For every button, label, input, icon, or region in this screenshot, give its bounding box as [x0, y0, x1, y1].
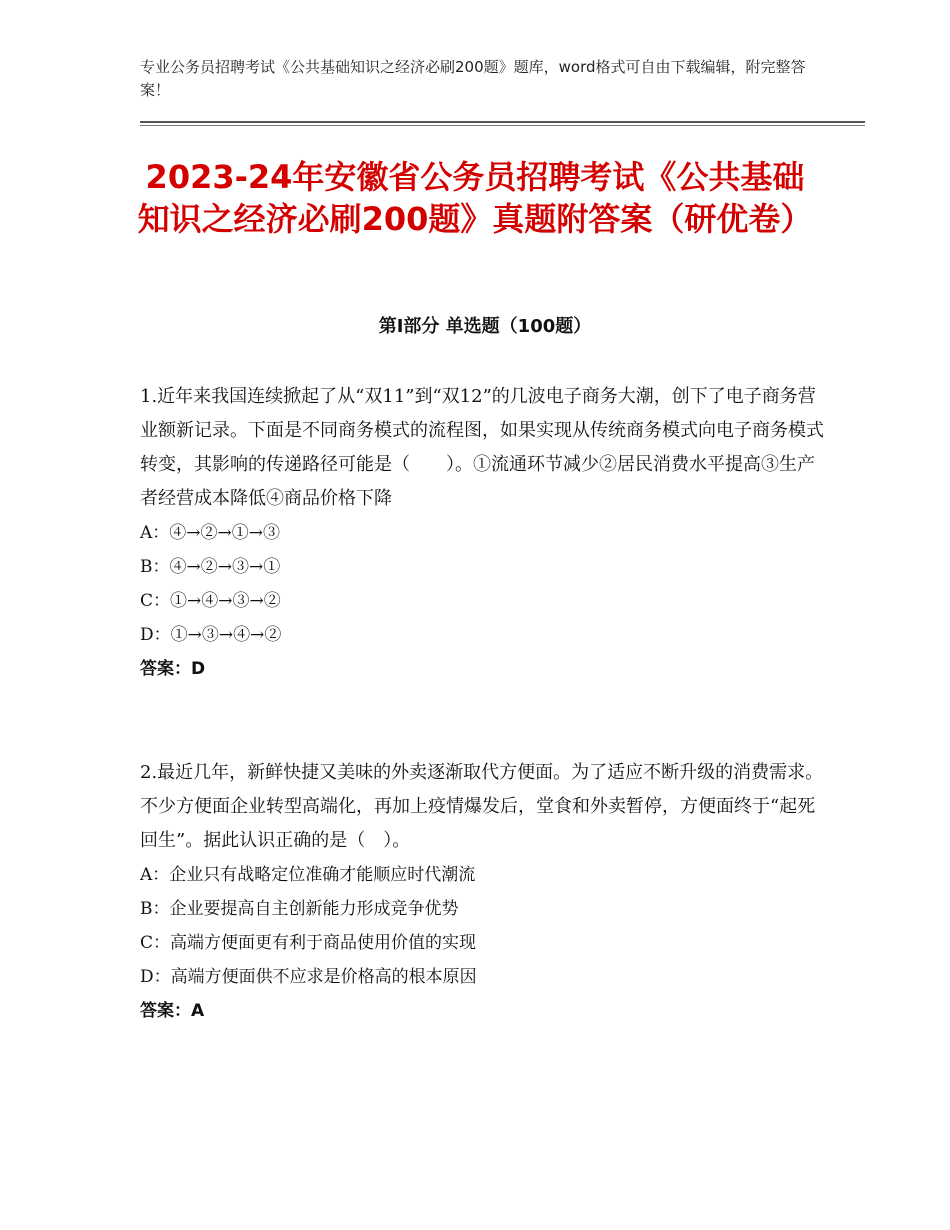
document-title: 2023-24年安徽省公务员招聘考试《公共基础知识之经济必刷200题》真题附答案（研优卷） — [137, 158, 813, 238]
option-d: D：高端方便面供不应求是价格高的根本原因 — [140, 967, 477, 987]
option-b: B：④→②→③→① — [140, 557, 281, 577]
option-a: A：企业只有战略定位准确才能顺应时代潮流 — [140, 865, 476, 885]
answer: 答案：D — [140, 659, 206, 679]
option-a: A：④→②→①→③ — [140, 523, 281, 543]
header-divider-thin — [140, 125, 865, 126]
header-divider-thick — [140, 121, 865, 123]
question-stem: 2.最近几年，新鲜快捷又美味的外卖逐渐取代方便面。为了适应不断升级的消费需求。不少方便面企业转型高端化，再加上疫情爆发后，堂食和外卖暂停，方便面终于“起死回生”。据此认识正确的是（ ）。 — [140, 762, 824, 851]
answer: 答案：A — [140, 1001, 205, 1021]
section-title: 第Ⅰ部分 单选题（100题） — [378, 316, 592, 337]
question-1 — [140, 380, 830, 686]
question-2 — [140, 756, 830, 1028]
header-note: 专业公务员招聘考试《公共基础知识之经济必刷200题》题库，word格式可自由下载编辑，附完整答案！ — [140, 58, 806, 99]
question-stem: 1.近年来我国连续掀起了从“双11”到“双12”的几波电子商务大潮，创下了电子商务营业额新记录。下面是不同商务模式的流程图，如果实现从传统商务模式向电子商务模式转变，其影响的传递路径可能是（ ）。①流通环节减少②居民消费水平提高③生产者经营成本降低④商品价格下降 — [140, 386, 824, 509]
option-c: C：高端方便面更有利于商品使用价值的实现 — [140, 933, 477, 953]
option-d: D：①→③→④→② — [140, 625, 282, 645]
option-b: B：企业要提高自主创新能力形成竞争优势 — [140, 899, 459, 919]
option-c: C：①→④→③→② — [140, 591, 281, 611]
